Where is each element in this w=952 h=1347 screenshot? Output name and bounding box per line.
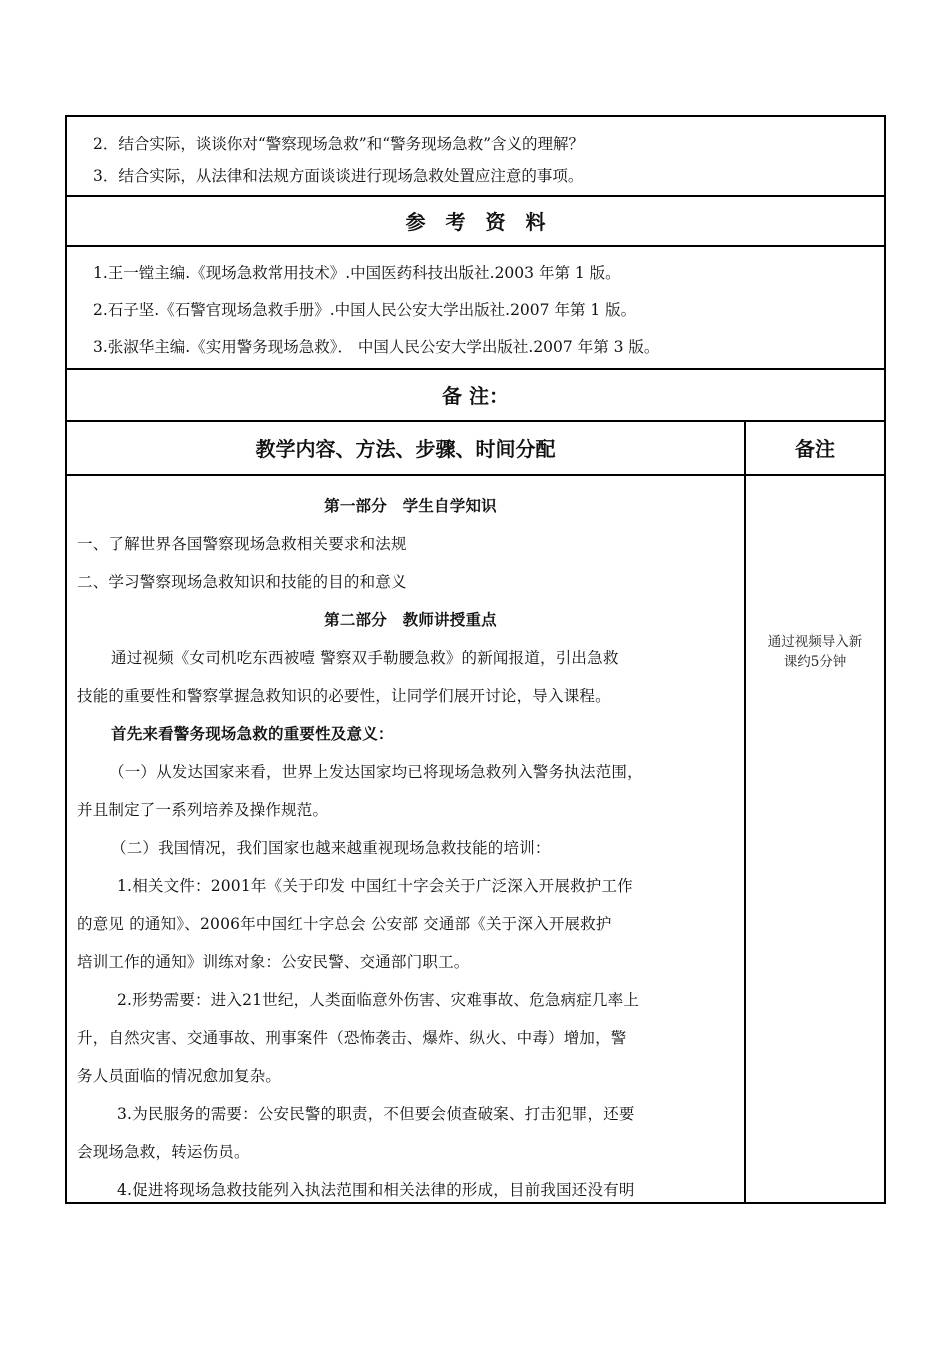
text-line: （一）从发达国家来看，世界上发达国家均已将现场急救列入警务执法范围， bbox=[109, 763, 643, 781]
question-2: 2．结合实际，谈谈你对“警察现场急救”和“警务现场急救”含义的理解？ bbox=[93, 135, 585, 153]
note-cell bbox=[746, 476, 884, 1202]
references-section bbox=[65, 245, 886, 368]
remarks-heading: 备 注： bbox=[65, 368, 886, 420]
text-line: 会现场急救，转运伤员。 bbox=[77, 1143, 250, 1161]
side-note-line: 通过视频导入新 bbox=[767, 634, 863, 650]
table-header-row bbox=[65, 420, 886, 474]
side-note-line: 课约5分钟 bbox=[783, 654, 847, 670]
part-two-title: 第二部分 教师讲授重点 bbox=[324, 610, 497, 629]
text-line: 的意见 的通知》、2006年中国红十字总会 公安部 交通部《关于深入开展救护 bbox=[77, 915, 612, 933]
text-line: （二）我国情况，我们国家也越来越重视现场急救技能的培训： bbox=[111, 839, 551, 857]
table-body-row bbox=[65, 474, 886, 1204]
subsection-title: 首先来看警务现场急救的重要性及意义： bbox=[111, 724, 394, 743]
question-3: 3．结合实际，从法律和法规方面谈谈进行现场急救处置应注意的事项。 bbox=[93, 167, 584, 185]
text-line: 技能的重要性和警察掌握急救知识的必要性，让同学们展开讨论，导入课程。 bbox=[77, 687, 611, 705]
side-note bbox=[746, 476, 884, 672]
reference-3: 3.张淑华主编.《实用警务现场急救》． 中国人民公安大学出版社.2007 年第 3 版。 bbox=[93, 338, 660, 356]
text-line: 1.相关文件：2001年《关于印发 中国红十字会关于广泛深入开展救护工作 bbox=[117, 877, 633, 895]
questions-section bbox=[65, 115, 886, 195]
note-column-header: 备注 bbox=[795, 437, 835, 461]
lesson-plan-table bbox=[65, 115, 886, 1204]
text-line: 3.为民服务的需要：公安民警的职责，不但要会侦查破案、打击犯罪，还要 bbox=[117, 1105, 635, 1123]
content-cell bbox=[67, 476, 746, 1202]
references-heading: 参 考 资 料 bbox=[65, 195, 886, 245]
part-one-title: 第一部分 学生自学知识 bbox=[324, 496, 497, 515]
text-line: 升，自然灾害、交通事故、刑事案件（恐怖袭击、爆炸、纵火、中毒）增加，警 bbox=[77, 1029, 627, 1047]
text-line: 并且制定了一系列培养及操作规范。 bbox=[77, 801, 329, 819]
reference-2: 2.石子坚.《石警官现场急救手册》.中国人民公安大学出版社.2007 年第 1 版。 bbox=[93, 301, 637, 319]
content-column-header: 教学内容、方法、步骤、时间分配 bbox=[67, 422, 746, 476]
text-line: 二、学习警察现场急救知识和技能的目的和意义 bbox=[77, 573, 407, 591]
text-line: 2.形势需要：进入21世纪，人类面临意外伤害、灾难事故、危急病症几率上 bbox=[117, 991, 640, 1009]
text-line: 务人员面临的情况愈加复杂。 bbox=[77, 1067, 282, 1085]
text-line: 4.促进将现场急救技能列入执法范围和相关法律的形成，目前我国还没有明 bbox=[117, 1181, 635, 1199]
reference-1: 1.王一镗主编.《现场急救常用技术》.中国医药科技出版社.2003 年第 1 版。 bbox=[93, 264, 621, 282]
text-line: 一、了解世界各国警察现场急救相关要求和法规 bbox=[77, 535, 407, 553]
text-line: 培训工作的通知》训练对象：公安民警、交通部门职工。 bbox=[77, 953, 470, 971]
text-line: 通过视频《女司机吃东西被噎 警察双手勒腰急救》的新闻报道，引出急救 bbox=[111, 649, 619, 667]
